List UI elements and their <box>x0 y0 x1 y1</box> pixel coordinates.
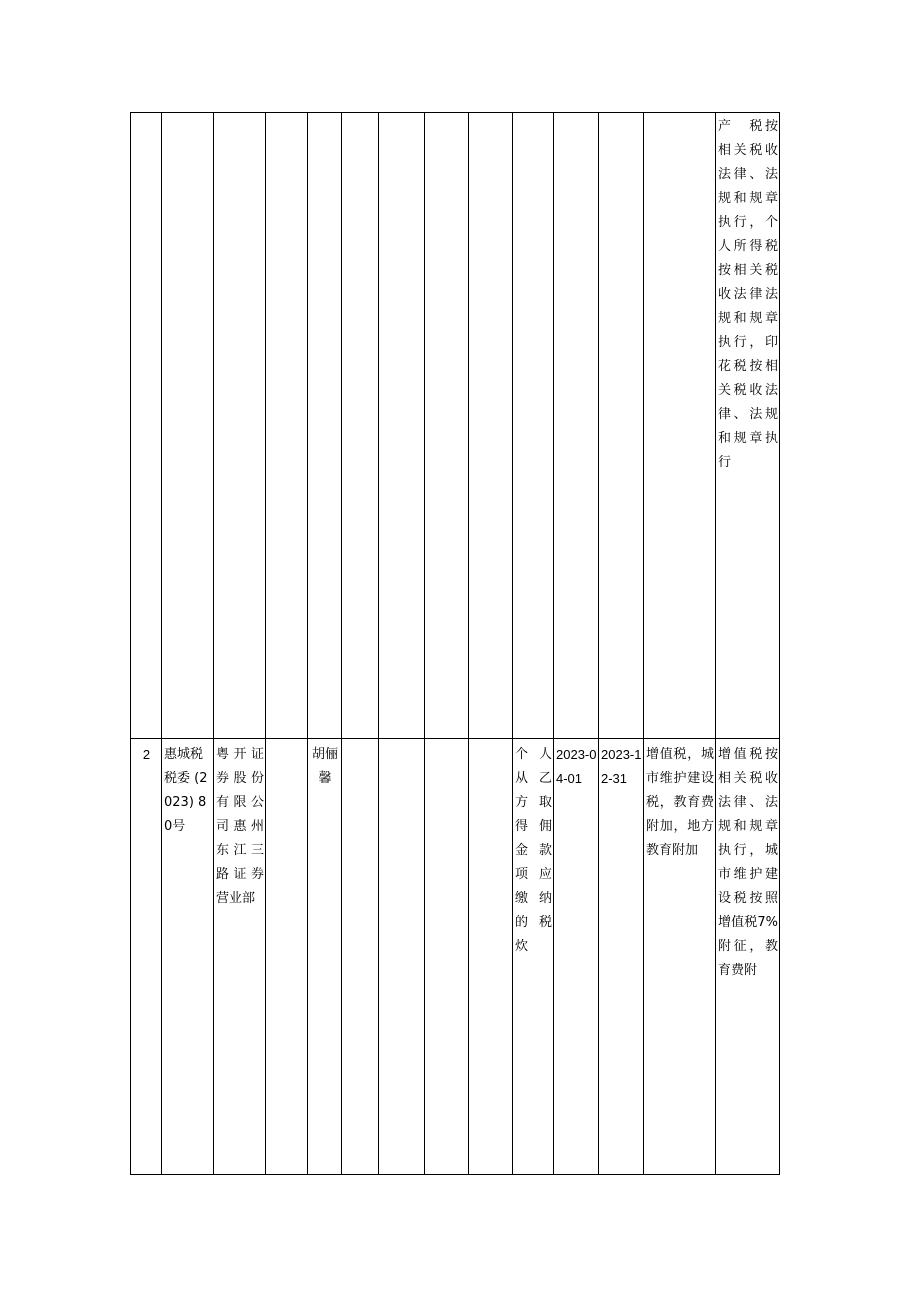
doc-no-cell <box>162 113 214 739</box>
blank-cell <box>379 739 425 1175</box>
blank-cell <box>342 113 379 739</box>
taxes-cell: 增值税，城市维护建设税，教育费附加，地方教育附加 <box>644 739 716 1175</box>
blank-cell <box>425 113 469 739</box>
taxes-cell <box>644 113 716 739</box>
end-date-cell: 2023-12-31 <box>599 739 644 1175</box>
basis-cell: 产 税按相关税收法律、法规和规章执行，个人所得税按相关税收法律法规和规章执行，印花税按相关税收法律、法规和规章执行 <box>716 113 780 739</box>
blank-cell <box>342 739 379 1175</box>
blank-cell <box>469 113 513 739</box>
blank-cell <box>469 739 513 1175</box>
blank-cell <box>266 739 308 1175</box>
blank-cell <box>266 113 308 739</box>
basis-cell: 增值税按相关税收法律、法规和规章执行，城市维护建设税按照增值税7%附征，教育费附 <box>716 739 780 1175</box>
blank-cell <box>425 739 469 1175</box>
entity-cell: 粤开证券股份有限公司惠州东江三路证券营业部 <box>214 739 266 1175</box>
seq-cell <box>131 113 162 739</box>
item-cell <box>513 113 554 739</box>
seq-cell: 2 <box>131 739 162 1175</box>
doc-no-cell: 惠城税税委 (2023) 80号 <box>162 739 214 1175</box>
start-date-cell <box>554 113 599 739</box>
person-cell <box>308 113 342 739</box>
person-cell: 胡俪馨 <box>308 739 342 1175</box>
blank-cell <box>379 113 425 739</box>
start-date-cell: 2023-04-01 <box>554 739 599 1175</box>
tax-entrustment-table <box>130 112 780 1175</box>
item-cell: 个人从乙方取得佣金款项应缴纳的税炊 <box>513 739 554 1175</box>
table-row <box>131 113 780 739</box>
end-date-cell <box>599 113 644 739</box>
table-row <box>131 739 780 1175</box>
entity-cell <box>214 113 266 739</box>
